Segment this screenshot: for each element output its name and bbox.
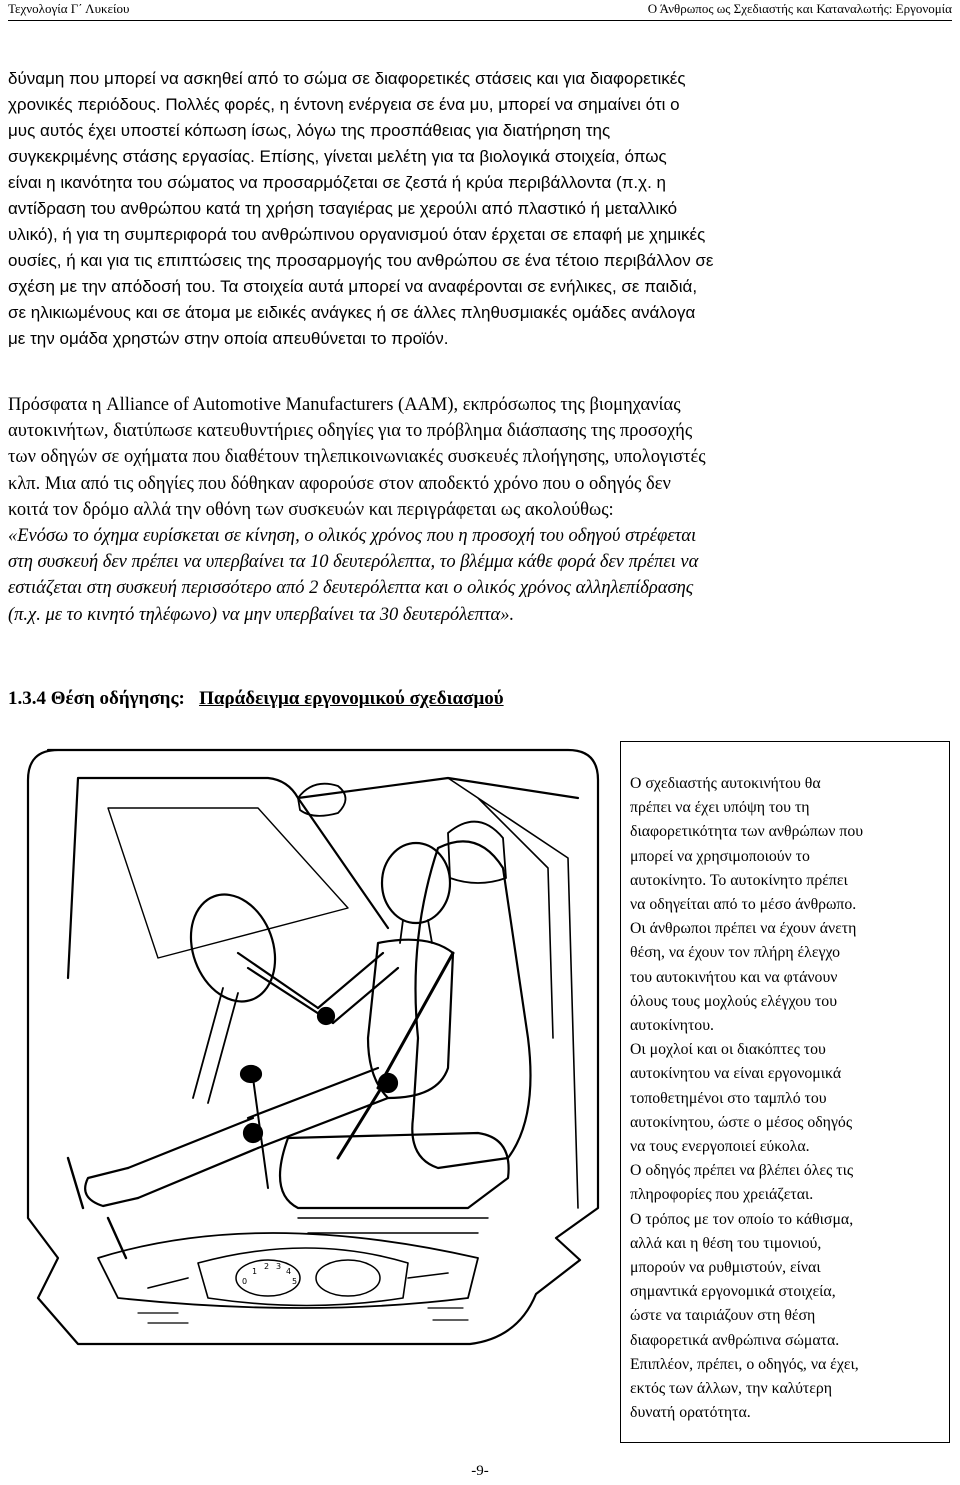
header-chapter-title: Ο Άνθρωπος ως Σχεδιαστής και Καταναλωτής: Εργονομία [647,1,952,16]
dummy-head [382,843,450,923]
text-line: Πρόσφατα η Alliance of Automotive Manufacturers (AAM), εκπρόσωπος της βιομηχανίας [8,395,681,415]
note-line: μπορούν να ρυθμιστούν, είναι [630,1259,821,1277]
note-line: Οι άνθρωποι πρέπει να έχουν άνετη [630,920,857,938]
section-number: 1.3.4 Θέση οδήγησης: [8,688,185,709]
hip-joint [379,1074,397,1092]
note-line: Οι μοχλοί και οι διακόπτες του [630,1041,826,1059]
seat-belt [338,953,453,1158]
paragraph-biological-factors [8,66,952,352]
note-line: διαφορετικότητα των ανθρώπων που [630,823,864,841]
text-line: σε ηλικιωμένους και σε άτομα με ειδικές ανάγκες ή σε άλλες πληθυσμιακές ομάδες ανάλογα [8,303,696,322]
speedometer-tick: 0 [242,1277,248,1286]
gear-knob [241,1066,261,1082]
text-line: χρονικές περιόδους. Πολλές φορές, η έντονη ενέργεια σε ένα μυ, μπορεί να σημαίνει ότι ο [8,95,680,114]
note-line: αυτοκίνητου να είναι εργονομικά [630,1065,842,1083]
paragraph-aam-guidelines [8,392,952,628]
note-line: αυτοκίνητο. Το αυτοκίνητο πρέπει [630,871,848,889]
text-line: αυτοκινήτων, διατύπωσε κατευθυντήριες οδηγίες για το πρόβλημα διάσπασης της προσοχής [8,421,693,442]
page-number: -9- [471,1463,489,1479]
note-line: αλλά και η θέση του τιμονιού, [630,1234,822,1252]
seat-outline [412,841,530,1168]
speedometer-tick: 3 [276,1262,282,1271]
note-line: πρέπει να έχει υπόψη του τη [630,799,810,817]
dashboard-slots [138,1308,468,1323]
steering-column [193,988,238,1103]
dummy-lower-leg [128,1118,258,1198]
quote-line: εστιάζεται στη συσκευή περισσότερο από 2 δευτερόλεπτα και ο ολικός χρόνος αλληλεπίδρασης [8,578,694,599]
pedal [68,1158,126,1258]
headrest [448,822,506,883]
mirror-icon [298,784,346,816]
note-line: εκτός των άλλων, την καλύτερη [630,1380,833,1398]
note-line: τοποθετημένοι στο ταμπλό του [630,1089,827,1107]
note-line: Ο σχεδιαστής αυτοκινήτου θα [630,775,821,792]
tachometer-icon [316,1260,380,1296]
instrument-cluster [198,1248,408,1306]
text-line: κοιτά τον δρόμο αλλά την οθόνη των συσκευών και περιγράφεται ως ακολούθως: [8,499,614,520]
note-line: πληροφορίες που χρειάζεται. [630,1186,814,1204]
speedometer-tick: 1 [252,1267,258,1276]
text-line: κλπ. Μια από τις οδηγίες που δόθηκαν αφορούσε στον αποδεκτό χρόνο που ο οδηγός δεν [8,473,671,494]
note-line: Ο τρόπος με τον οποίο το κάθισμα, [630,1210,854,1228]
note-line: σημαντικά εργονομικά στοιχεία, [630,1283,836,1301]
text-line: των οδηγών σε οχήματα που διαθέτουν τηλεπικοινωνιακές συσκευές πλοήγησης, υπολογιστές [8,447,706,468]
quote-line: «Ενόσω το όχημα ευρίσκεται σε κίνηση, ο ολικός χρόνος που η προσοχή του οδηγού στρέφεται [8,526,697,547]
note-line: θέση, να έχουν τον πλήρη έλεγχο [630,944,841,962]
dummy-torso [368,940,453,1098]
speedometer-tick: 5 [292,1277,298,1286]
dummy-foot [85,1168,138,1206]
note-line: διαφορετικά ανθρώπινα σώματα. [630,1331,840,1349]
note-line: δυνατή ορατότητα. [630,1404,751,1422]
wiper-stalk [148,1273,448,1288]
note-line: Επιπλέον, πρέπει, ο οδηγός, να έχει, [630,1355,859,1373]
text-line: με την ομάδα χρηστών στην οποία απευθύνεται το προϊόν. [8,329,449,348]
design-notes-box [620,741,950,1443]
figure-frame [28,750,598,1344]
note-line: αυτοκίνητου, ώστε ο μέσος οδηγός [630,1113,853,1131]
speedometer-tick: 4 [286,1267,292,1276]
note-line: να τους ενεργοποιεί εύκολα. [630,1138,810,1156]
note-line: όλους τους μοχλούς ελέγχου του [630,992,838,1010]
text-line: υλικό), ή για τη συμπεριφορά του ανθρώπινου οργανισμού όταν έρχεται σε επαφή με χημικές [8,225,706,244]
text-line: σχέση με την απόδοσή του. Τα στοιχεία αυτά μπορεί να αναφέρονται σε ενήλικες, σε παιδιά, [8,277,698,296]
text-line: δύναμη που μπορεί να ασκηθεί από το σώμα σε διαφορετικές στάσεις και για διαφορετικές [8,69,686,88]
text-line: είναι η ικανότητα του σώματος να προσαρμόζεται σε ζεστά ή κρύα περιβάλλοντα (π.χ. η [8,173,666,192]
note-line: του αυτοκινήτου και να φτάνουν [630,968,838,986]
speedometer-tick: 2 [264,1262,270,1271]
driving-position-illustration [8,738,612,1458]
section-heading [8,688,504,710]
page-header [0,0,960,24]
quote-line: (π.χ. με το κινητό τηλέφωνο) να μην υπερβαίνει τα 30 δευτερόλεπτα». [8,604,515,625]
text-line: συγκεκριμένης στάσης εργασίας. Επίσης, γίνεται μελέτη για τα βιολογικά στοιχεία, όπως [8,147,667,166]
note-line: ώστε να ταιριάζουν στη θέση [630,1307,816,1325]
header-course-title: Τεχνολογία Γ΄ Λυκείου [8,1,130,16]
quote-line: στη συσκευή δεν πρέπει να υπερβαίνει τα 10 δευτερόλεπτα, το βλέμμα κάθε φορά δεν πρέπει να [8,552,699,573]
note-line: Ο οδηγός πρέπει να βλέπει όλες τις [630,1162,854,1180]
note-line: να οδηγείται από το μέσο άνθρωπο. [630,896,857,914]
text-line: ουσίες, ή και για τις επιπτώσεις της προσαρμογής του ανθρώπου σε ένα τέτοιο περιβάλλον σε [8,251,714,270]
text-line: μυς αυτός έχει υποστεί κόπωση ίσως, λόγω της προσπάθειας για διατήρηση της [8,121,611,140]
design-notes-text [630,772,948,1425]
header-divider [8,20,952,21]
elbow-joint [318,1008,334,1024]
text-line: αντίδραση του ανθρώπου κατά τη χρήση τσαγιέρας με χερούλι από πλαστικό ή μεταλλικό [8,199,678,218]
note-line: μπορεί να χρησιμοποιούν το [630,847,810,865]
windshield-edge [108,808,348,958]
note-line: αυτοκίνητου. [630,1017,714,1035]
seat-rails [298,1218,488,1233]
section-subtitle: Παράδειγμα εργονομικού σχεδιασμού [199,688,504,709]
seat-cushion [280,1133,509,1208]
